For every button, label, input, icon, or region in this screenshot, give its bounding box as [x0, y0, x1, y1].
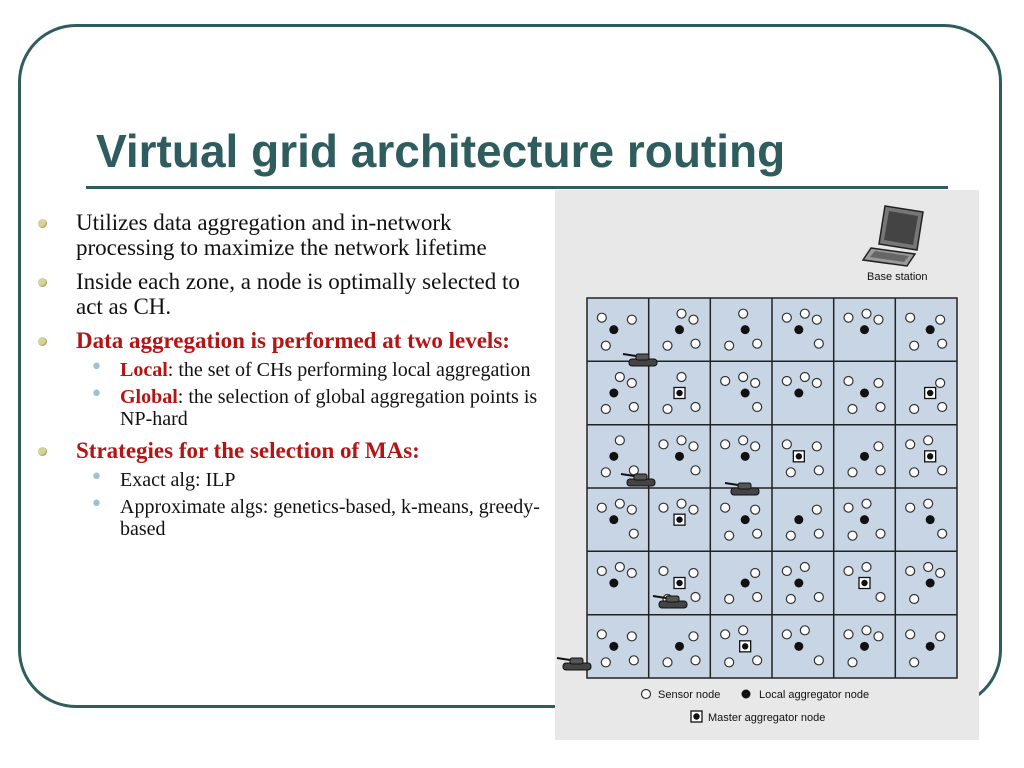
sub-bullet-item: [36, 355, 548, 381]
local-aggregator-node: [860, 452, 869, 461]
local-aggregator-node: [741, 515, 750, 524]
sub-bullet-text: Exact alg: ILP: [120, 469, 236, 491]
sub-bullet-text: Approximate algs: genetics-based, k-means, greedy-based: [120, 496, 540, 540]
sensor-node: [938, 403, 947, 412]
sensor-node: [814, 593, 823, 602]
sensor-node: [800, 626, 809, 635]
legend-local-aggregator-icon: [742, 690, 751, 699]
sensor-node: [910, 405, 919, 414]
sensor-node: [874, 315, 883, 324]
sensor-node: [906, 440, 915, 449]
sensor-node: [924, 563, 933, 572]
sensor-node: [597, 313, 606, 322]
sensor-node: [615, 499, 624, 508]
sub-bullet-item: [36, 382, 548, 430]
bullet-list: [36, 210, 548, 548]
sensor-node: [848, 405, 857, 414]
local-aggregator-node: [796, 453, 802, 459]
sensor-node: [753, 593, 762, 602]
local-aggregator-node: [609, 452, 618, 461]
sensor-node: [629, 403, 638, 412]
sensor-node: [663, 658, 672, 667]
bullet-icon: [38, 278, 47, 287]
sensor-node: [924, 499, 933, 508]
sensor-node: [751, 442, 760, 451]
sensor-node: [844, 567, 853, 576]
sensor-node: [800, 563, 809, 572]
sensor-node: [601, 341, 610, 350]
sub-bullet-icon: •: [90, 465, 103, 490]
sub-bullet-term: Global: [120, 386, 178, 408]
sensor-node: [782, 377, 791, 386]
local-aggregator-node: [927, 390, 933, 396]
local-aggregator-node: [675, 325, 684, 334]
sensor-node: [936, 632, 945, 641]
sensor-node: [627, 505, 636, 514]
sensor-node: [910, 658, 919, 667]
sub-bullet-item: [36, 492, 548, 540]
sensor-node: [844, 503, 853, 512]
sensor-node: [597, 503, 606, 512]
sensor-node: [725, 658, 734, 667]
local-aggregator-node: [861, 580, 867, 586]
sensor-node: [848, 658, 857, 667]
sensor-node: [691, 339, 700, 348]
local-aggregator-node: [860, 389, 869, 398]
sensor-node: [848, 531, 857, 540]
bullet-item: [36, 269, 548, 319]
sensor-node: [663, 341, 672, 350]
sensor-node: [862, 563, 871, 572]
sensor-node: [782, 440, 791, 449]
bullet-item-highlight: [36, 438, 548, 463]
sensor-node: [812, 379, 821, 388]
sensor-node: [844, 377, 853, 386]
sensor-node: [629, 466, 638, 475]
sensor-node: [938, 466, 947, 475]
sensor-node: [689, 442, 698, 451]
sensor-node: [874, 632, 883, 641]
sensor-node: [739, 373, 748, 382]
legend-sensor-label: Sensor node: [658, 689, 721, 701]
sensor-node: [800, 309, 809, 318]
sub-bullet-item: [36, 465, 548, 491]
sensor-node: [848, 468, 857, 477]
bullet-icon: [38, 219, 47, 228]
sensor-node: [597, 567, 606, 576]
legend: [642, 689, 870, 724]
sensor-node: [629, 656, 638, 665]
sensor-node: [874, 379, 883, 388]
local-aggregator-node: [676, 580, 682, 586]
sensor-node: [627, 632, 636, 641]
local-aggregator-node: [742, 643, 748, 649]
sub-bullet-text: : the set of CHs performing local aggregation: [167, 359, 531, 381]
sensor-node: [629, 529, 638, 538]
sub-bullet-term: Local: [120, 359, 168, 381]
sensor-node: [689, 632, 698, 641]
sub-bullet-text: : the selection of global aggregation points is NP-hard: [120, 386, 538, 430]
bullet-text: Data aggregation is performed at two levels:: [76, 328, 510, 353]
sensor-node: [751, 569, 760, 578]
local-aggregator-node: [927, 453, 933, 459]
sensor-node: [739, 436, 748, 445]
sensor-node: [721, 377, 730, 386]
local-aggregator-node: [794, 642, 803, 651]
local-aggregator-node: [741, 325, 750, 334]
sensor-node: [627, 379, 636, 388]
sensor-node: [615, 373, 624, 382]
sensor-node: [874, 442, 883, 451]
local-aggregator-node: [926, 515, 935, 524]
sensor-node: [725, 341, 734, 350]
sensor-node: [924, 436, 933, 445]
sensor-node: [753, 529, 762, 538]
sensor-node: [725, 595, 734, 604]
sensor-node: [800, 373, 809, 382]
sensor-node: [691, 656, 700, 665]
sensor-node: [689, 505, 698, 514]
local-aggregator-node: [926, 642, 935, 651]
sensor-node: [721, 440, 730, 449]
sensor-node: [782, 630, 791, 639]
sensor-node: [601, 405, 610, 414]
slide-title: Virtual grid architecture routing: [96, 125, 786, 177]
sensor-node: [876, 529, 885, 538]
sensor-node: [689, 569, 698, 578]
sensor-node: [663, 405, 672, 414]
sensor-node: [721, 630, 730, 639]
sensor-node: [782, 313, 791, 322]
local-aggregator-node: [741, 579, 750, 588]
sensor-node: [721, 503, 730, 512]
sensor-node: [844, 313, 853, 322]
sensor-node: [739, 309, 748, 318]
legend-sensor-node-icon: [642, 690, 651, 699]
sensor-node: [725, 531, 734, 540]
sensor-node: [812, 505, 821, 514]
sensor-node: [659, 503, 668, 512]
local-aggregator-node: [609, 642, 618, 651]
sensor-node: [677, 373, 686, 382]
sensor-node: [936, 315, 945, 324]
sensor-node: [753, 656, 762, 665]
local-aggregator-node: [676, 516, 682, 522]
sensor-node: [786, 595, 795, 604]
sensor-node: [876, 466, 885, 475]
sensor-node: [753, 403, 762, 412]
local-aggregator-node: [926, 579, 935, 588]
sensor-node: [844, 630, 853, 639]
sensor-node: [689, 315, 698, 324]
sensor-node: [862, 626, 871, 635]
sub-bullet-icon: •: [90, 492, 103, 517]
virtual-grid-figure: [555, 190, 979, 740]
bullet-item-highlight: [36, 328, 548, 353]
sensor-node: [786, 531, 795, 540]
sensor-node: [753, 339, 762, 348]
sensor-node: [910, 341, 919, 350]
local-aggregator-node: [794, 579, 803, 588]
sensor-node: [814, 529, 823, 538]
sub-bullet-icon: •: [90, 382, 103, 407]
sensor-node: [906, 313, 915, 322]
bullet-text: Inside each zone, a node is optimally selected to act as CH.: [76, 269, 520, 319]
sensor-node: [615, 436, 624, 445]
sensor-node: [814, 339, 823, 348]
sensor-node: [691, 593, 700, 602]
virtual-grid-svg: [555, 190, 979, 740]
sensor-node: [812, 315, 821, 324]
sensor-node: [627, 315, 636, 324]
bullet-text: Strategies for the selection of MAs:: [76, 438, 420, 463]
sensor-node: [659, 567, 668, 576]
sub-bullet-icon: •: [90, 355, 103, 380]
sensor-node: [812, 442, 821, 451]
base-station-laptop-icon: [863, 206, 923, 266]
sensor-node: [936, 569, 945, 578]
sensor-node: [677, 499, 686, 508]
sensor-node: [906, 630, 915, 639]
bullet-icon: [38, 447, 47, 456]
sensor-node: [601, 468, 610, 477]
sensor-node: [677, 309, 686, 318]
bullet-icon: [38, 337, 47, 346]
sensor-node: [862, 499, 871, 508]
sensor-node: [814, 656, 823, 665]
sensor-node: [597, 630, 606, 639]
sensor-node: [691, 403, 700, 412]
local-aggregator-node: [676, 390, 682, 396]
local-aggregator-node: [609, 579, 618, 588]
local-aggregator-node: [794, 325, 803, 334]
tank-icon: [557, 658, 591, 670]
sensor-node: [782, 567, 791, 576]
sensor-node: [627, 569, 636, 578]
local-aggregator-node: [609, 515, 618, 524]
sensor-node: [751, 505, 760, 514]
legend-master-label: Master aggregator node: [708, 712, 826, 724]
sensor-node: [862, 309, 871, 318]
sensor-node: [786, 468, 795, 477]
local-aggregator-node: [794, 389, 803, 398]
sensor-node: [938, 339, 947, 348]
sensor-node: [936, 379, 945, 388]
base-station-label: Base station: [867, 271, 928, 283]
sensor-node: [739, 626, 748, 635]
local-aggregator-node: [675, 452, 684, 461]
sensor-node: [906, 503, 915, 512]
local-aggregator-node: [794, 515, 803, 524]
bullet-item: [36, 210, 548, 260]
sensor-node: [691, 466, 700, 475]
local-aggregator-node: [860, 642, 869, 651]
local-aggregator-node: [609, 389, 618, 398]
local-aggregator-node: [741, 389, 750, 398]
sensor-node: [677, 436, 686, 445]
local-aggregator-node: [860, 515, 869, 524]
sensor-node: [938, 529, 947, 538]
sensor-node: [751, 379, 760, 388]
sensor-node: [910, 468, 919, 477]
local-aggregator-node: [860, 325, 869, 334]
sensor-node: [876, 403, 885, 412]
sensor-node: [910, 595, 919, 604]
local-aggregator-node: [926, 325, 935, 334]
local-aggregator-node: [741, 452, 750, 461]
local-aggregator-node: [675, 642, 684, 651]
sensor-node: [876, 593, 885, 602]
sensor-node: [906, 567, 915, 576]
bullet-text: Utilizes data aggregation and in-network processing to maximize the network lifetime: [76, 210, 487, 260]
sensor-node: [814, 466, 823, 475]
sensor-node: [601, 658, 610, 667]
local-aggregator-node: [609, 325, 618, 334]
title-underline: [86, 186, 948, 189]
sensor-node: [659, 440, 668, 449]
legend-local-label: Local aggregator node: [759, 689, 870, 701]
sensor-node: [615, 563, 624, 572]
